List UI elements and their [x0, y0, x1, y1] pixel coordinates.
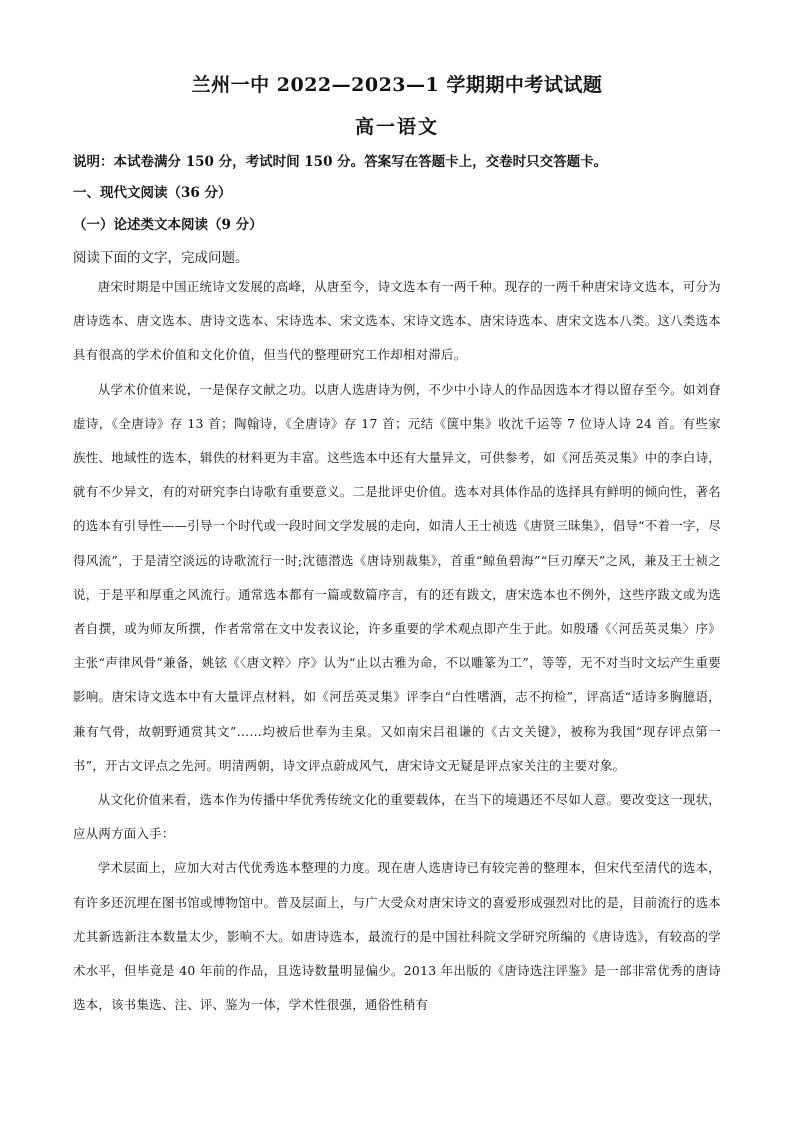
- passage-paragraph: 从学术价值来说，一是保存文献之功。以唐人选唐诗为例，不少中小诗人的作品因选本才得以留存至今。如刘眘虚诗，《全唐诗》存 13 首；陶翰诗，《全唐诗》存 17 首；元结《箧中集》收沈千运等 7 位诗人诗 24 首。有些家族性、地域性的选本，辑佚的材料更为丰富。这些选本中还有大量异文，可供参考，如《河岳英灵集》中的李白诗，就有不少异文，有的对研究李白诗歌有重要意义。二是批评史价值。选本对具体作品的选择具有鲜明的倾向性，著名的选本有引导性——引导一个时代或一段时间文学发展的走向，如清人王士祯选《唐贤三昧集》，倡导“不着一字，尽得风流”，于是清空淡远的诗歌流行一时;沈德潜选《唐诗别裁集》，首重“鲸鱼碧海”“巨刃摩天”之风，兼及王士祯之说，于是平和厚重之风流行。通常选本都有一篇或数篇序言，有的还有跋文，唐宋选本也不例外，这些序跋文或为选者自撰，或为师友所撰，作者常常在文中发表议论，许多重要的学术观点即产生于此。如殷璠《〈河岳英灵集〉序》主张“声律风骨”兼备，姚铉《〈唐文粹〉序》认为“止以古雅为命，不以雕篆为工”，等等，无不对当时文坛产生重要影响。唐宋诗文选本中有大量评点材料，如《河岳英灵集》评李白“白性嗜酒，志不拘检”，评高适“适诗多胸臆语，兼有气骨，故朝野通赏其文”……均被后世奉为圭臬。又如南宋吕祖谦的《古文关键》，被称为我国“现存评点第一书”，开古文评点之先河。明清两朝，诗文评点蔚成风气，唐宋诗文无疑是评点家关注的主要对象。: [73, 381, 721, 773]
- passage-body: [73, 270, 721, 1022]
- section-heading-argumentative: （一）论述类文本阅读（9 分）: [73, 217, 263, 233]
- section-heading-modern-reading: 一、现代文阅读（36 分）: [73, 185, 232, 201]
- passage-paragraph: 学术层面上，应加大对古代优秀选本整理的力度。现在唐人选唐诗已有较完善的整理本，但宋代至清代的选本，有许多还沉埋在图书馆或博物馆中。普及层面上，与广大受众对唐宋诗文的喜爱形成强烈对比的是，目前流行的选本尤其新选新注本数量太少，影响不大。如唐诗选本，最流行的是中国社科院文学研究所编的《唐诗选》，有较高的学术水平，但毕竟是 40 年前的作品，且选诗数量明显偏少。2013 年出版的《唐诗选注评鉴》是一部非常优秀的唐诗选本，该书集选、注、评、鉴为一体，学术性很强，通俗性稍有: [73, 860, 721, 1013]
- exam-subtitle: 高一语文: [354, 116, 439, 138]
- passage-paragraph: 唐宋时期是中国正统诗文发展的高峰，从唐至今，诗文选本有一两千种。现存的一两千种唐宋诗文选本，可分为唐诗选本、唐文选本、唐诗文选本、宋诗选本、宋文选本、宋诗文选本、唐宋诗选本、唐宋文选本八类。这八类选本具有很高的学术价值和文化价值，但当代的整理研究工作却相对滞后。: [73, 279, 721, 363]
- passage-paragraph: 从文化价值来看，选本作为传播中华优秀传统文化的重要载体，在当下的境遇还不尽如人意。要改变这一现状，应从两方面入手：: [73, 792, 721, 842]
- exam-title: 兰州一中 2022—2023—1 学期期中考试试题: [191, 74, 603, 96]
- exam-instructions-note: 说明：本试卷满分 150 分，考试时间 150 分。答案写在答题卡上，交卷时只交答题卡。: [73, 154, 608, 170]
- reading-instruction: 阅读下面的文字，完成问题。: [73, 250, 249, 266]
